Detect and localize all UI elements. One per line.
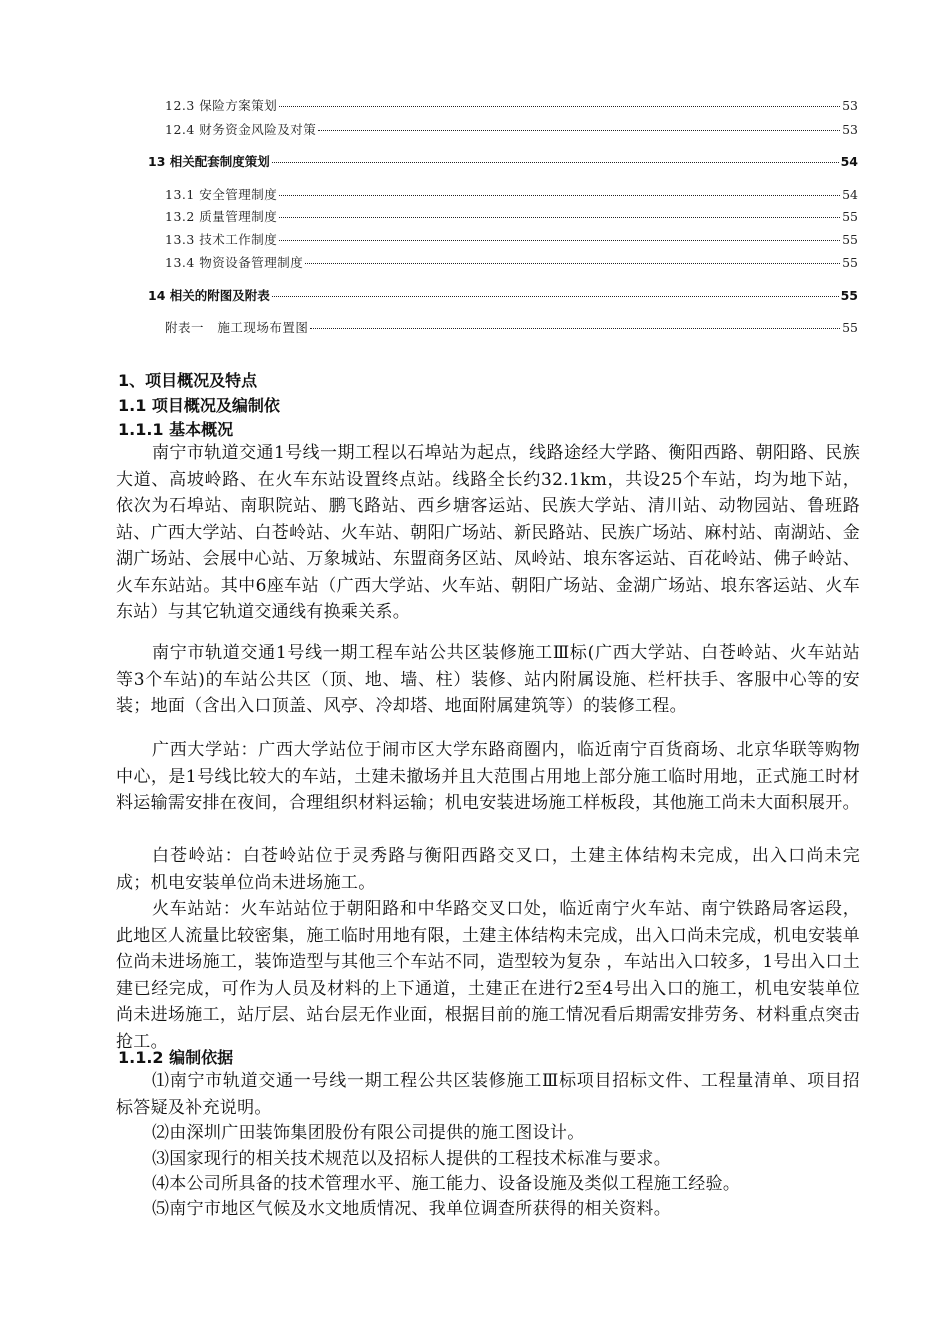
- toc-entry-page: 55: [842, 232, 858, 247]
- toc-leader-dots: [272, 162, 839, 163]
- toc-entry-title: 13 相关配套制度策划: [148, 154, 270, 169]
- toc-leader-dots: [279, 195, 840, 196]
- paragraph-railway-station: 火车站站：火车站站位于朝阳路和中华路交叉口处，临近南宁火车站、南宁铁路局客运段，此地区人流量比较密集，施工临时用地有限，土建主体结构未完成，出入口尚未完成，机电安装单位尚未进场施工，装饰造型与其他三个车站不同，造型较为复杂 ，车站出入口较多，1号出入口土建已经完成，可作为人员及材料的上下通道，土建正在进行2至4号出入口的施工，机电安装单位尚未进场施工，站厅层、站台层无作业面，根据目前的施工情况看后期需安排劳务、材料重点突击抢工。: [116, 899, 860, 1052]
- toc-entry-page: 55: [842, 320, 858, 335]
- basis-item: ⑴南宁市轨道交通一号线一期工程公共区装修施工Ⅲ标项目招标文件、工程量清单、项目招标答疑及补充说明。: [116, 1071, 860, 1118]
- toc-entry-title: 14 相关的附图及附表: [148, 288, 270, 303]
- toc-leader-dots: [305, 263, 840, 264]
- toc-entry-page: 55: [842, 209, 858, 224]
- toc-leader-dots: [272, 296, 839, 297]
- toc-entry-title: 13.3 技术工作制度: [165, 232, 278, 247]
- toc-entry-page: 53: [842, 122, 858, 137]
- basis-item: ⑶国家现行的相关技术规范以及招标人提供的工程技术标准与要求。: [152, 1149, 671, 1169]
- toc-entry-title: 12.3 保险方案策划: [165, 98, 278, 113]
- toc-entry-title: 13.1 安全管理制度: [165, 187, 278, 202]
- toc-entry-page: 53: [842, 98, 858, 113]
- toc-entry-title: 13.2 质量管理制度: [165, 209, 278, 224]
- basis-item: ⑸南宁市地区气候及水文地质情况、我单位调查所获得的相关资料。: [152, 1199, 671, 1219]
- toc-entry-page: 55: [840, 288, 858, 303]
- toc-entry[interactable]: [165, 318, 858, 336]
- toc-entry[interactable]: [165, 230, 858, 248]
- paragraph-guangxi-university-station: 广西大学站：广西大学站位于闹市区大学东路商圈内，临近南宁百货商场、北京华联等购物中心，是1号线比较大的车站，土建未撤场并且大范围占用地上部分施工临时用地，正式施工时材料运输需安排在夜间，合理组织材料运输；机电安装进场施工样板段，其他施工尚未大面积展开。: [116, 740, 860, 813]
- toc-entry[interactable]: [165, 207, 858, 225]
- toc-entry-page: 54: [842, 187, 858, 202]
- toc-entry[interactable]: [165, 253, 858, 271]
- toc-leader-dots: [279, 217, 840, 218]
- paragraph-overview: 南宁市轨道交通1号线一期工程以石埠站为起点，线路途经大学路、衡阳西路、朝阳路、民族大道、高坡岭路、在火车东站设置终点站。线路全长约32.1km，共设25个车站，均为地下站，依次为石埠站、南职院站、鹏飞路站、西乡塘客运站、民族大学站、清川站、动物园站、鲁班路站、广西大学站、白苍岭站、火车站、朝阳广场站、新民路站、民族广场站、麻村站、南湖站、金湖广场站、会展中心站、万象城站、东盟商务区站、凤岭站、埌东客运站、百花岭站、佛子岭站、火车东站站。其中6座车站（广西大学站、火车站、朝阳广场站、金湖广场站、埌东客运站、火车东站）与其它轨道交通线有换乘关系。: [116, 443, 860, 622]
- basis-item: ⑵由深圳广田装饰集团股份有限公司提供的施工图设计。: [152, 1123, 585, 1143]
- toc-entry[interactable]: [165, 96, 858, 114]
- toc-entry[interactable]: [165, 185, 858, 203]
- toc-leader-dots: [279, 240, 840, 241]
- basis-item: ⑷本公司所具备的技术管理水平、施工能力、设备设施及类似工程施工经验。: [152, 1174, 741, 1194]
- toc-entry-title: 13.4 物资设备管理制度: [165, 255, 304, 270]
- toc-entry-title: 附表一 施工现场布置图: [165, 320, 309, 335]
- toc-leader-dots: [310, 328, 840, 329]
- paragraph-scope: 南宁市轨道交通1号线一期工程车站公共区装修施工Ⅲ标(广西大学站、白苍岭站、火车站站等3个车站)的车站公共区（顶、地、墙、柱）装修、站内附属设施、栏杆扶手、客服中心等的安装；地面（含出入口顶盖、风亭、冷却塔、地面附属建筑等）的装修工程。: [116, 643, 860, 716]
- toc-entry[interactable]: [148, 286, 858, 304]
- toc-entry-page: 54: [840, 154, 858, 169]
- toc-entry[interactable]: [148, 152, 858, 170]
- subsubsection-heading: 1.1.1 基本概况: [118, 420, 234, 439]
- toc-leader-dots: [279, 106, 840, 107]
- toc-entry-title: 12.4 财务资金风险及对策: [165, 122, 317, 137]
- toc-leader-dots: [318, 130, 840, 131]
- toc-entry-page: 55: [842, 255, 858, 270]
- paragraph-baicangling-station: 白苍岭站：白苍岭站位于灵秀路与衡阳西路交叉口，土建主体结构未完成，出入口尚未完成；机电安装单位尚未进场施工。: [116, 846, 860, 893]
- subsection-heading: 1.1 项目概况及编制依: [118, 396, 280, 415]
- section-heading: 1、项目概况及特点: [118, 371, 258, 390]
- toc-entry[interactable]: [165, 120, 858, 138]
- subsubsection-heading: 1.1.2 编制依据: [118, 1048, 234, 1067]
